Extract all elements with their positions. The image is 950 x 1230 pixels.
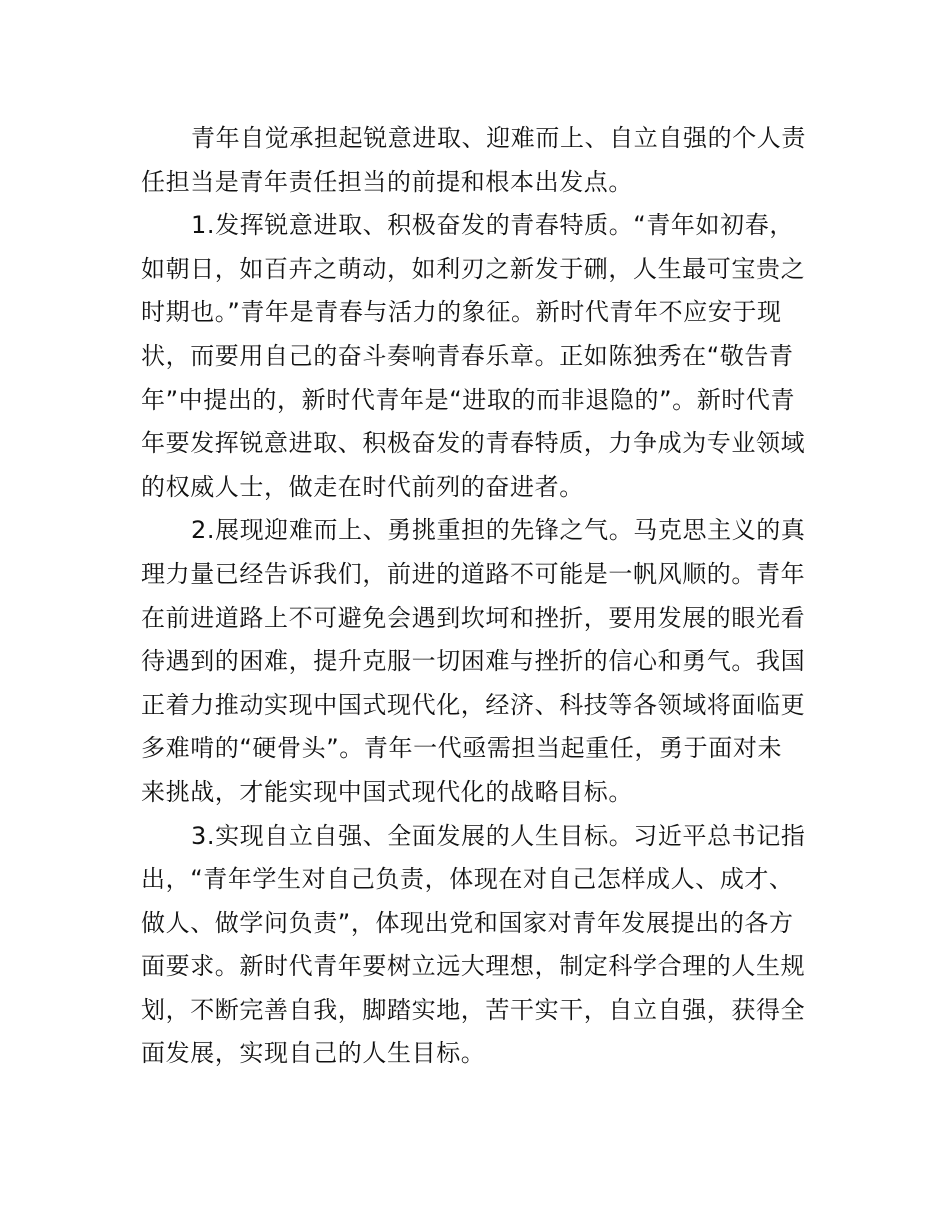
text-line: 2.展现迎难而上、勇挑重担的先锋之气。马克思主义的真 [191,516,806,545]
paragraph-point-1 [141,204,811,509]
text-line: 任担当是青年责任担当的前提和根本出发点。 [141,167,633,196]
text-line: 划，不断完善自我，脚踏实地，苦干实干，自立自强，获得全 [141,995,806,1024]
text-line: 出，“青年学生对自己负责，体现在对自己怎样成人、成才、 [141,865,794,894]
text-line: 理力量已经告诉我们，前进的道路不可能是一帆风顺的。青年 [141,559,806,588]
text-line: 青年自觉承担起锐意进取、迎难而上、自立自强的个人责 [191,124,806,152]
text-line: 1.发挥锐意进取、积极奋发的青春特质。“青年如初春， [191,211,794,240]
text-line: 来挑战，才能实现中国式现代化的战略目标。 [141,777,633,806]
paragraph-point-3 [141,815,811,1077]
text-line: 面要求。新时代青年要树立远大理想，制定科学合理的人生规 [141,952,806,981]
paragraph-intro [141,117,811,204]
text-line: 时期也。”青年是青春与活力的象征。新时代青年不应安于现 [141,298,782,327]
text-line: 状，而要用自己的奋斗奏响青春乐章。正如陈独秀在“敬告青 [141,341,794,370]
text-line: 年”中提出的，新时代青年是“进取的而非退隐的”。新时代青 [141,385,796,414]
text-line: 正着力推动实现中国式现代化，经济、科技等各领域将面临更 [141,690,806,719]
text-line: 做人、做学问负责”，体现出党和国家对青年发展提出的各方 [141,908,794,937]
text-line: 年要发挥锐意进取、积极奋发的青春特质，力争成为专业领域 [141,429,806,458]
text-line: 面发展，实现自己的人生目标。 [141,1039,486,1068]
text-line: 多难啃的“硬骨头”。青年一代亟需担当起重任，勇于面对未 [141,734,783,763]
document-page [141,117,811,1076]
text-line: 3.实现自立自强、全面发展的人生目标。习近平总书记指 [191,821,806,850]
text-line: 的权威人士，做走在时代前列的奋进者。 [141,472,584,501]
text-line: 如朝日，如百卉之萌动，如利刃之新发于硎，人生最可宝贵之 [141,254,806,283]
paragraph-point-2 [141,509,811,814]
text-line: 在前进道路上不可避免会遇到坎坷和挫折，要用发展的眼光看 [141,603,806,632]
text-line: 待遇到的困难，提升克服一切困难与挫折的信心和勇气。我国 [141,647,806,676]
